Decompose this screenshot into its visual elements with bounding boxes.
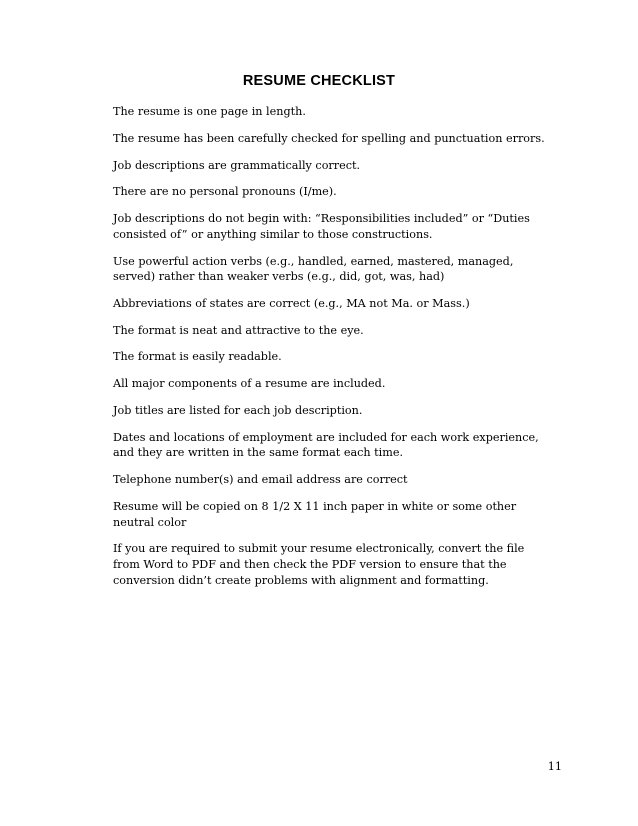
checklist-item: Telephone number(s) and email address are correct [113,473,408,487]
checklist-item: The resume is one page in length. [113,105,306,118]
checklist [113,104,573,599]
checklist-item: Job descriptions are grammatically correct. [113,158,361,172]
checklist-item: Resume will be copied on 8 1/2 X 11 inch paper in white or some other neutral color [113,499,517,529]
checklist-item: Job titles are listed for each job description. [113,404,363,417]
checklist-item: There are no personal pronouns (I/me). [113,185,337,199]
checklist-item: Job descriptions do not begin with: “Responsibilities included” or “Duties consisted of” or anything similar to those constructions. [113,212,530,241]
checklist-item: The format is neat and attractive to the eye. [113,323,364,337]
checklist-item: Abbreviations of states are correct (e.g., MA not Ma. or Mass.) [113,296,470,310]
checklist-item: If you are required to submit your resume electronically, convert the file from Word to PDF and then check the PDF version to ensure that the conversion didn’t create problems with alignment and formatting. [113,542,525,587]
page-number: 11 [547,760,562,773]
checklist-item: The resume has been carefully checked for spelling and punctuation errors. [113,131,545,145]
checklist-item: The format is easily readable. [113,350,282,364]
page-title: RESUME CHECKLIST [242,73,396,89]
checklist-item: Use powerful action verbs (e.g., handled, earned, mastered, managed, served) rather than weaker verbs (e.g., did, got, was, had) [113,254,514,284]
checklist-item: Dates and locations of employment are included for each work experience, and they are written in the same format each time. [113,430,539,460]
checklist-item: All major components of a resume are included. [113,377,386,391]
